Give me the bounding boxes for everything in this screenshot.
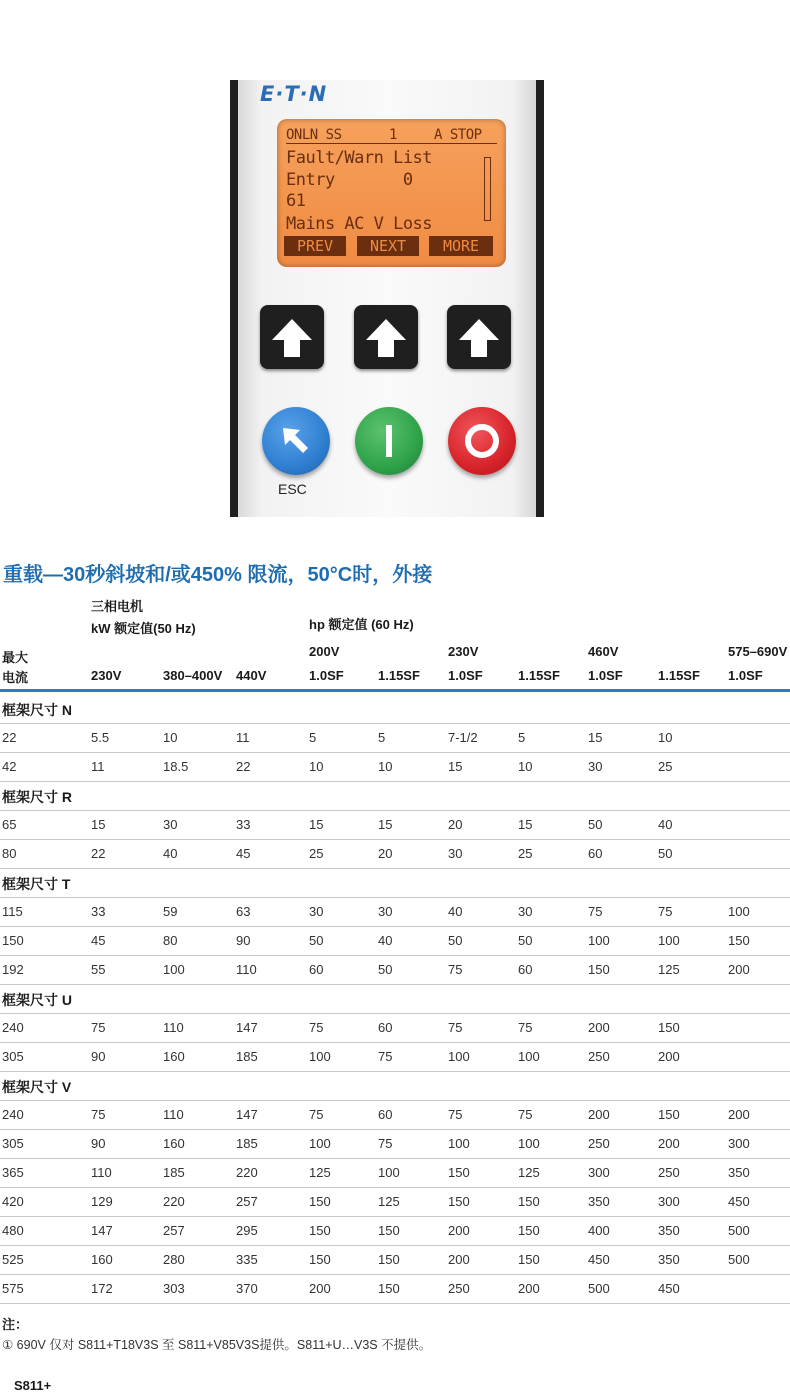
rating-cell: 335 xyxy=(236,1252,258,1267)
table-row xyxy=(0,1187,790,1217)
rating-cell: 150 xyxy=(518,1252,540,1267)
rating-cell: 75 xyxy=(518,1020,533,1035)
rating-cell: 75 xyxy=(378,1136,393,1151)
rating-cell: 45 xyxy=(236,846,251,861)
lcd-line-4: Mains AC V Loss xyxy=(286,214,433,234)
rating-cell: 60 xyxy=(378,1107,393,1122)
softkey-prev[interactable]: PREV xyxy=(284,236,346,256)
rating-cell: 15 xyxy=(448,759,463,774)
rating-cell: 75 xyxy=(309,1020,324,1035)
stop-button[interactable] xyxy=(448,407,516,475)
rating-cell: 75 xyxy=(91,1020,106,1035)
rating-cell: 257 xyxy=(163,1223,185,1238)
rating-cell: 22 xyxy=(91,846,106,861)
rating-cell: 150 xyxy=(448,1194,470,1209)
rating-cell: 150 xyxy=(378,1281,400,1296)
rating-cell: 370 xyxy=(236,1281,258,1296)
rating-cell: 75 xyxy=(91,1107,106,1122)
rating-cell: 22 xyxy=(236,759,251,774)
rating-cell: 125 xyxy=(378,1194,400,1209)
rating-cell: 150 xyxy=(518,1194,540,1209)
rating-cell: 295 xyxy=(236,1223,258,1238)
rating-cell: 125 xyxy=(658,962,680,977)
esc-button[interactable] xyxy=(262,407,330,475)
lcd-line-1: Fault/Warn List xyxy=(286,148,433,168)
rating-cell: 100 xyxy=(658,933,680,948)
lcd-line-2: Entry 0 xyxy=(286,170,413,190)
max-current-cell: 22 xyxy=(2,730,17,745)
header-col-460v-1sf: 1.0SF xyxy=(588,668,623,683)
rating-cell: 450 xyxy=(728,1194,750,1209)
rating-cell: 300 xyxy=(728,1136,750,1151)
lcd-status-right: A STOP xyxy=(434,127,482,143)
rating-cell: 147 xyxy=(236,1107,258,1122)
rating-cell: 50 xyxy=(588,817,603,832)
rating-cell: 15 xyxy=(518,817,533,832)
esc-label: ESC xyxy=(278,481,307,497)
rating-cell: 300 xyxy=(588,1165,610,1180)
frame-size-label: 框架尺寸 R xyxy=(2,789,72,805)
rating-cell: 50 xyxy=(309,933,324,948)
header-col-200v-1sf: 1.0SF xyxy=(309,668,344,683)
table-row xyxy=(0,1042,790,1072)
rating-cell: 150 xyxy=(658,1020,680,1035)
rating-cell: 150 xyxy=(309,1223,331,1238)
rating-cell: 350 xyxy=(588,1194,610,1209)
max-current-cell: 305 xyxy=(2,1136,24,1151)
rating-cell: 30 xyxy=(518,904,533,919)
rating-cell: 200 xyxy=(518,1281,540,1296)
rating-cell: 200 xyxy=(658,1049,680,1064)
rating-cell: 30 xyxy=(163,817,178,832)
keypad-panel xyxy=(238,80,536,517)
rating-cell: 80 xyxy=(163,933,178,948)
rating-cell: 10 xyxy=(518,759,533,774)
rating-cell: 300 xyxy=(658,1194,680,1209)
rating-cell: 250 xyxy=(588,1049,610,1064)
rating-cell: 5.5 xyxy=(91,730,110,745)
lcd-status-left: ONLN SS xyxy=(286,127,342,143)
rating-cell: 30 xyxy=(448,846,463,861)
rating-cell: 18.5 xyxy=(163,759,189,774)
rating-cell: 125 xyxy=(518,1165,540,1180)
softkey-1-button[interactable] xyxy=(260,305,324,369)
header-col-200v-115sf: 1.15SF xyxy=(378,668,420,683)
rating-cell: 75 xyxy=(658,904,673,919)
softkey-2-button[interactable] xyxy=(354,305,418,369)
max-current-cell: 365 xyxy=(2,1165,24,1180)
rating-cell: 160 xyxy=(91,1252,113,1267)
rating-cell: 90 xyxy=(91,1136,106,1151)
rating-cell: 60 xyxy=(518,962,533,977)
rating-cell: 45 xyxy=(91,933,106,948)
lcd-display xyxy=(277,119,506,267)
rating-cell: 500 xyxy=(728,1252,750,1267)
max-current-cell: 305 xyxy=(2,1049,24,1064)
softkey-next[interactable]: NEXT xyxy=(357,236,419,256)
rating-cell: 10 xyxy=(658,730,673,745)
rating-cell: 40 xyxy=(658,817,673,832)
header-230v: 230V xyxy=(448,644,479,659)
rating-cell: 200 xyxy=(728,1107,750,1122)
rating-cell: 100 xyxy=(378,1165,400,1180)
rating-cell: 59 xyxy=(163,904,178,919)
rating-cell: 33 xyxy=(236,817,251,832)
rating-cell: 150 xyxy=(518,1223,540,1238)
rating-cell: 75 xyxy=(448,962,463,977)
rating-cell: 15 xyxy=(378,817,393,832)
rating-cell: 220 xyxy=(236,1165,258,1180)
header-col-440v: 440V xyxy=(236,668,267,683)
rating-cell: 110 xyxy=(163,1020,184,1035)
rating-cell: 75 xyxy=(309,1107,324,1122)
rating-cell: 40 xyxy=(448,904,463,919)
rating-cell: 7-1/2 xyxy=(448,730,478,745)
header-col-230v-1sf: 1.0SF xyxy=(448,668,483,683)
rating-cell: 400 xyxy=(588,1223,610,1238)
rating-cell: 90 xyxy=(236,933,251,948)
rating-cell: 160 xyxy=(163,1136,185,1151)
rating-cell: 110 xyxy=(163,1107,184,1122)
rating-cell: 50 xyxy=(518,933,533,948)
rating-cell: 350 xyxy=(658,1252,680,1267)
rating-cell: 30 xyxy=(588,759,603,774)
frame-size-heading xyxy=(0,868,790,898)
table-row xyxy=(0,1216,790,1246)
device-photo xyxy=(230,80,544,517)
rating-cell: 25 xyxy=(518,846,533,861)
rating-cell: 250 xyxy=(658,1165,680,1180)
header-motor: 三相电机 xyxy=(91,599,144,614)
rating-cell: 147 xyxy=(91,1223,113,1238)
header-max-current-2: 电流 xyxy=(2,670,29,685)
rating-cell: 60 xyxy=(588,846,603,861)
rating-cell: 200 xyxy=(448,1223,470,1238)
rating-cell: 10 xyxy=(309,759,324,774)
table-row xyxy=(0,839,790,869)
rating-cell: 55 xyxy=(91,962,106,977)
table-row xyxy=(0,1100,790,1130)
rating-cell: 60 xyxy=(309,962,324,977)
rating-cell: 450 xyxy=(588,1252,610,1267)
header-max-current-1: 最大 xyxy=(2,650,29,665)
max-current-cell: 575 xyxy=(2,1281,24,1296)
rating-cell: 75 xyxy=(588,904,603,919)
rating-cell: 125 xyxy=(309,1165,331,1180)
rating-cell: 5 xyxy=(518,730,526,745)
table-row xyxy=(0,1245,790,1275)
rating-cell: 10 xyxy=(378,759,393,774)
table-row xyxy=(0,897,790,927)
max-current-cell: 150 xyxy=(2,933,24,948)
rating-cell: 50 xyxy=(658,846,673,861)
rating-cell: 40 xyxy=(378,933,393,948)
table-row xyxy=(0,1274,790,1304)
rating-cell: 100 xyxy=(588,933,610,948)
rating-cell: 33 xyxy=(91,904,106,919)
max-current-cell: 192 xyxy=(2,962,24,977)
table-row xyxy=(0,810,790,840)
rating-cell: 100 xyxy=(163,962,185,977)
rating-cell: 160 xyxy=(163,1049,185,1064)
rating-cell: 350 xyxy=(658,1223,680,1238)
rating-cell: 280 xyxy=(163,1252,185,1267)
header-col-575v-1sf: 1.0SF xyxy=(728,668,763,683)
catalog-code: S811+ xyxy=(14,1378,52,1393)
rating-cell: 5 xyxy=(309,730,317,745)
rating-cell: 100 xyxy=(448,1049,470,1064)
rating-cell: 11 xyxy=(236,730,250,745)
rating-cell: 100 xyxy=(518,1136,540,1151)
frame-size-label: 框架尺寸 U xyxy=(2,992,72,1008)
rating-cell: 200 xyxy=(588,1020,610,1035)
lcd-status-mid: 1 xyxy=(389,127,397,143)
rating-cell: 50 xyxy=(378,962,393,977)
rating-cell: 110 xyxy=(236,962,257,977)
frame-size-heading xyxy=(0,1071,790,1101)
up-arrow-icon xyxy=(260,305,324,369)
rating-cell: 90 xyxy=(91,1049,106,1064)
rating-cell: 185 xyxy=(236,1136,258,1151)
rating-cell: 15 xyxy=(309,817,324,832)
rating-cell: 450 xyxy=(658,1281,680,1296)
header-col-460v-115sf: 1.15SF xyxy=(658,668,700,683)
rating-cell: 250 xyxy=(448,1281,470,1296)
header-rule xyxy=(0,689,790,692)
frame-size-heading xyxy=(0,984,790,1014)
rating-cell: 129 xyxy=(91,1194,113,1209)
header-200v: 200V xyxy=(309,644,340,659)
rating-cell: 150 xyxy=(658,1107,680,1122)
start-button[interactable] xyxy=(355,407,423,475)
rating-cell: 25 xyxy=(658,759,673,774)
rating-cell: 350 xyxy=(728,1165,750,1180)
rating-cell: 150 xyxy=(378,1223,400,1238)
max-current-cell: 80 xyxy=(2,846,17,861)
rating-cell: 75 xyxy=(448,1020,463,1035)
rating-cell: 10 xyxy=(163,730,178,745)
rating-cell: 150 xyxy=(728,933,750,948)
rating-cell: 500 xyxy=(588,1281,610,1296)
frame-size-label: 框架尺寸 N xyxy=(2,702,72,718)
eaton-logo: E·T·N xyxy=(260,82,328,106)
rating-cell: 200 xyxy=(728,962,750,977)
header-col-230v-115sf: 1.15SF xyxy=(518,668,560,683)
lcd-scrollbar xyxy=(484,157,491,221)
max-current-cell: 65 xyxy=(2,817,17,832)
max-current-cell: 420 xyxy=(2,1194,24,1209)
rating-cell: 100 xyxy=(518,1049,540,1064)
rating-cell: 100 xyxy=(728,904,750,919)
frame-size-label: 框架尺寸 T xyxy=(2,876,71,892)
up-arrow-icon xyxy=(447,305,511,369)
rating-cell: 200 xyxy=(658,1136,680,1151)
table-row xyxy=(0,926,790,956)
rating-cell: 15 xyxy=(91,817,106,832)
rating-cell: 250 xyxy=(588,1136,610,1151)
esc-arrow-icon xyxy=(262,407,330,475)
rating-cell: 220 xyxy=(163,1194,185,1209)
rating-cell: 100 xyxy=(309,1136,331,1151)
lcd-line-3: 61 xyxy=(286,191,306,211)
header-kw: kW 额定值(50 Hz) xyxy=(91,621,196,636)
table-row xyxy=(0,1013,790,1043)
rating-cell: 75 xyxy=(448,1107,463,1122)
rating-cell: 30 xyxy=(309,904,324,919)
max-current-cell: 480 xyxy=(2,1223,24,1238)
section-title: 重载—30秒斜坡和/或450% 限流，50°C时，外接 xyxy=(3,564,433,586)
stop-icon xyxy=(448,407,516,475)
rating-cell: 100 xyxy=(448,1136,470,1151)
rating-cell: 30 xyxy=(378,904,393,919)
rating-cell: 150 xyxy=(309,1252,331,1267)
rating-cell: 185 xyxy=(236,1049,258,1064)
rating-cell: 5 xyxy=(378,730,386,745)
rating-cell: 500 xyxy=(728,1223,750,1238)
table-row xyxy=(0,723,790,753)
max-current-cell: 42 xyxy=(2,759,17,774)
rating-cell: 50 xyxy=(448,933,463,948)
rating-cell: 147 xyxy=(236,1020,258,1035)
table-row xyxy=(0,955,790,985)
softkey-3-button[interactable] xyxy=(447,305,511,369)
rating-cell: 200 xyxy=(448,1252,470,1267)
table-row xyxy=(0,1158,790,1188)
rating-cell: 100 xyxy=(309,1049,331,1064)
softkey-more[interactable]: MORE xyxy=(429,236,493,256)
rating-cell: 110 xyxy=(91,1165,112,1180)
header-col-380-400v: 380–400V xyxy=(163,668,223,683)
footnote: ① 690V 仅对 S811+T18V3S 至 S811+V85V3S提供。S811+U…V3S 不提供。 xyxy=(2,1338,432,1352)
table-row xyxy=(0,1129,790,1159)
rating-cell: 172 xyxy=(91,1281,113,1296)
rating-cell: 200 xyxy=(588,1107,610,1122)
header-460v: 460V xyxy=(588,644,619,659)
rating-cell: 60 xyxy=(378,1020,393,1035)
rating-cell: 25 xyxy=(309,846,324,861)
rating-cell: 20 xyxy=(378,846,393,861)
rating-cell: 75 xyxy=(378,1049,393,1064)
rating-cell: 150 xyxy=(378,1252,400,1267)
rating-cell: 257 xyxy=(236,1194,258,1209)
up-arrow-icon xyxy=(354,305,418,369)
max-current-cell: 240 xyxy=(2,1020,24,1035)
header-hp: hp 额定值 (60 Hz) xyxy=(309,617,414,632)
rating-cell: 15 xyxy=(588,730,603,745)
rating-cell: 63 xyxy=(236,904,251,919)
rating-cell: 75 xyxy=(518,1107,533,1122)
rating-cell: 150 xyxy=(448,1165,470,1180)
rating-cell: 150 xyxy=(588,962,610,977)
table-row xyxy=(0,752,790,782)
header-col-230v: 230V xyxy=(91,668,122,683)
rating-cell: 40 xyxy=(163,846,178,861)
notes-label: 注： xyxy=(2,1317,29,1332)
start-icon xyxy=(355,407,423,475)
rating-cell: 20 xyxy=(448,817,463,832)
header-575-690v: 575–690V xyxy=(728,644,788,659)
frame-size-label: 框架尺寸 V xyxy=(2,1079,72,1095)
max-current-cell: 240 xyxy=(2,1107,24,1122)
rating-cell: 11 xyxy=(91,759,105,774)
frame-size-heading xyxy=(0,694,790,724)
frame-size-heading xyxy=(0,781,790,811)
max-current-cell: 115 xyxy=(2,904,23,919)
rating-cell: 150 xyxy=(309,1194,331,1209)
rating-cell: 185 xyxy=(163,1165,185,1180)
rating-cell: 200 xyxy=(309,1281,331,1296)
rating-cell: 303 xyxy=(163,1281,185,1296)
max-current-cell: 525 xyxy=(2,1252,24,1267)
